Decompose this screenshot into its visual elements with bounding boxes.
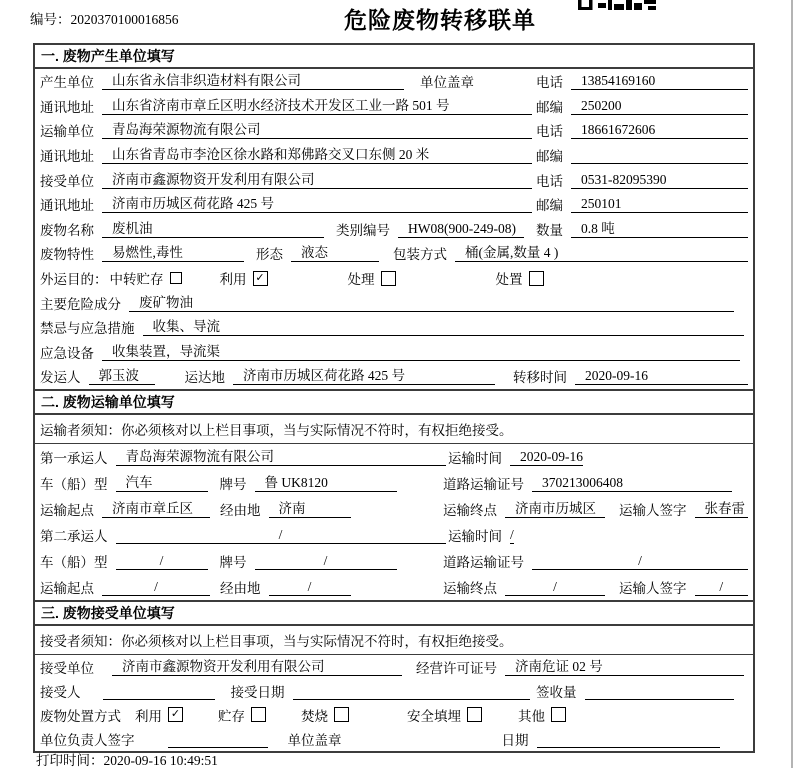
- row-responsible-signature: [35, 727, 753, 751]
- row-first-carrier: [35, 444, 753, 470]
- producer-label: 产生单位: [40, 75, 94, 91]
- print-time: [36, 749, 218, 769]
- disposal-method-label: 废物处置方式: [40, 708, 121, 724]
- print-time-label: 打印时间：: [36, 753, 104, 768]
- row-disposal-method: [35, 703, 753, 727]
- unit-seal-label: 单位盖章: [420, 75, 474, 91]
- row-receiver-address: [35, 192, 753, 217]
- zip-label: 邮编: [536, 149, 563, 165]
- waste-name-value: 废机油: [102, 220, 324, 238]
- date-label: 日期: [501, 732, 529, 748]
- page-title: 危险废物转移联单: [344, 7, 536, 33]
- purpose-option-transfer-storage: [110, 268, 182, 288]
- receiver-zip-value: 250101: [571, 195, 748, 213]
- receiving-unit-label: 接受单位: [40, 660, 94, 676]
- receiver-notice: 接受者须知：你必须核对以上栏目事项，当与实际情况不符时，有权拒绝接受。: [35, 626, 753, 655]
- row-shipper: [35, 364, 753, 389]
- waste-form-value: 液态: [291, 244, 379, 262]
- row-second-carrier: [35, 522, 753, 548]
- equipment-value: 收集装置，导流渠: [102, 343, 740, 361]
- row-vehicle-1: [35, 470, 753, 496]
- disposal-option-other: [518, 705, 566, 725]
- option-label: 焚烧: [301, 708, 328, 724]
- checkbox-icon: [467, 707, 482, 722]
- route-end-value: /: [505, 578, 605, 596]
- address-label: 通讯地址: [40, 198, 94, 214]
- section-producer: [35, 45, 753, 391]
- option-label: 中转贮存: [109, 272, 164, 288]
- purpose-label: 外运目的：: [40, 272, 108, 288]
- option-label: 贮存: [218, 708, 245, 724]
- second-carrier-label: 第二承运人: [40, 528, 108, 544]
- route-end-group: [443, 577, 748, 597]
- receiver-phone-value: 0531-82095390: [571, 171, 748, 189]
- section-producer-header: 一. 废物产生单位填写: [35, 45, 753, 69]
- accept-date-label: 接受日期: [230, 684, 285, 700]
- checkbox-icon: [334, 707, 349, 722]
- road-permit-value: /: [532, 552, 748, 570]
- producer-zip-group: [536, 96, 748, 116]
- transporter-zip-group: [536, 145, 748, 165]
- shipper-label: 发运人: [40, 370, 81, 386]
- second-carrier-value: /: [116, 526, 446, 544]
- transporter-phone-group: [536, 120, 748, 140]
- route-end-label: 运输终点: [443, 580, 497, 596]
- waste-props-value: 易燃性,毒性: [102, 244, 244, 262]
- producer-phone-group: [536, 71, 748, 91]
- row-taboo-measures: [35, 315, 753, 340]
- packing-value: 桶(金属,数量 4 ): [455, 244, 748, 262]
- receipt-qty-group: [536, 681, 748, 701]
- producer-address-value: 山东省济南市章丘区明水经济技术开发区工业一路 501 号: [102, 97, 532, 115]
- row-receiving-unit: [35, 655, 753, 679]
- phone-label: 电话: [536, 124, 563, 140]
- route-end-label: 运输终点: [443, 502, 497, 518]
- plate-value: 鲁 UK8120: [255, 474, 397, 492]
- unit-seal-label: 单位盖章: [287, 732, 342, 748]
- phone-label: 电话: [536, 75, 563, 91]
- date-value: [537, 730, 721, 748]
- transporter-label: 运输单位: [40, 124, 94, 140]
- section-receiver: [35, 602, 753, 751]
- zip-label: 邮编: [536, 99, 563, 115]
- route-start-value: 济南市章丘区: [102, 500, 210, 518]
- road-permit-label: 道路运输证号: [443, 476, 524, 492]
- transfer-time-group: [513, 366, 748, 386]
- checkbox-icon: [381, 271, 396, 286]
- manifest-form: [33, 43, 755, 753]
- option-label: 安全填埋: [407, 708, 461, 724]
- plate-label: 牌号: [219, 476, 247, 492]
- vehicle-type-label: 车（船）型: [40, 476, 108, 492]
- receipt-qty-value: [585, 682, 735, 700]
- phone-label: 电话: [536, 173, 563, 189]
- taboo-value: 收集、导流: [143, 318, 745, 336]
- destination-value: 济南市历城区荷花路 425 号: [233, 367, 495, 385]
- option-label: 利用: [135, 708, 162, 724]
- first-carrier-label: 第一承运人: [40, 450, 108, 466]
- transport-time-group: [448, 525, 748, 545]
- vehicle-type-label: 车（船）型: [40, 554, 108, 570]
- row-transfer-purpose: [35, 266, 753, 291]
- page-edge-line: [791, 0, 793, 768]
- transport-time-label: 运输时间: [448, 528, 502, 544]
- producer-phone-value: 13854169160: [571, 72, 748, 90]
- waste-qty-label: 数量: [536, 222, 563, 238]
- first-carrier-value: 青岛海荣源物流有限公司: [116, 448, 446, 466]
- checkbox-icon: [551, 707, 566, 722]
- carrier-sign-label: 运输人签字: [619, 580, 687, 596]
- transport-time-value: /: [510, 526, 514, 542]
- producer-value: 山东省永信非织造材料有限公司: [102, 72, 404, 90]
- receipt-qty-label: 签收量: [536, 684, 577, 700]
- section-transport-header: 二. 废物运输单位填写: [35, 391, 753, 415]
- doc-number-label: 编号：: [30, 12, 71, 27]
- accept-date-value: [293, 682, 531, 700]
- checkbox-icon: [529, 271, 544, 286]
- license-value: 济南危证 02 号: [505, 658, 744, 676]
- waste-name-label: 废物名称: [40, 222, 94, 238]
- checkbox-checked-icon: ✓: [253, 271, 268, 286]
- route-via-label: 经由地: [220, 502, 261, 518]
- checkbox-checked-icon: ✓: [168, 707, 183, 722]
- plate-label: 牌号: [219, 554, 247, 570]
- section-receiver-header: 三. 废物接受单位填写: [35, 602, 753, 626]
- receiving-unit-value: 济南市鑫源物资开发利用有限公司: [112, 658, 402, 676]
- row-waste-name: [35, 217, 753, 242]
- route-end-group: [443, 499, 748, 519]
- destination-label: 运达地: [184, 370, 225, 386]
- option-label: 处置: [495, 272, 523, 288]
- row-hazard-components: [35, 290, 753, 315]
- receiver-address-value: 济南市历城区荷花路 425 号: [102, 195, 532, 213]
- transport-time-value: 2020-09-16: [510, 448, 583, 466]
- route-start-value: /: [102, 578, 210, 596]
- address-label: 通讯地址: [40, 99, 94, 115]
- purpose-option-dispose: [496, 268, 544, 288]
- acceptor-label: 接受人: [40, 684, 81, 700]
- vehicle-type-value: 汽车: [116, 474, 208, 492]
- checkbox-icon: [170, 272, 182, 284]
- transport-time-label: 运输时间: [448, 450, 502, 466]
- doc-number-value: 2020370100016856: [70, 12, 179, 27]
- carrier-sign-label: 运输人签字: [619, 502, 687, 518]
- address-label: 通讯地址: [40, 149, 94, 165]
- qr-code-fragment: [578, 0, 656, 11]
- option-label: 处理: [347, 272, 375, 288]
- waste-qty-group: [536, 219, 748, 239]
- row-emergency-equipment: [35, 340, 753, 365]
- hazard-value: 废矿物油: [129, 294, 734, 312]
- waste-qty-value: 0.8 吨: [571, 220, 748, 238]
- carrier-sign-value: 张春雷: [695, 500, 749, 518]
- road-permit-label: 道路运输证号: [443, 554, 524, 570]
- transporter-phone-value: 18661672606: [571, 121, 748, 139]
- route-via-label: 经由地: [220, 580, 261, 596]
- print-time-value: 2020-09-16 10:49:51: [103, 753, 218, 768]
- disposal-option-utilize: [135, 705, 183, 725]
- taboo-label: 禁忌与应急措施: [40, 321, 135, 337]
- disposal-option-landfill: [407, 705, 482, 725]
- route-via-value: 济南: [269, 500, 351, 518]
- waste-code-label: 类别编号: [336, 222, 390, 238]
- purpose-option-utilize: [220, 268, 268, 288]
- disposal-option-store: [218, 705, 266, 725]
- receiver-value: 济南市鑫源物资开发利用有限公司: [102, 171, 532, 189]
- row-vehicle-2: [35, 548, 753, 574]
- row-receiver: [35, 167, 753, 192]
- receiver-label: 接受单位: [40, 173, 94, 189]
- purpose-option-treat: [348, 268, 396, 288]
- plate-value: /: [255, 552, 397, 570]
- route-end-value: 济南市历城区: [505, 500, 605, 518]
- section-transport: [35, 391, 753, 602]
- road-permit-group: [443, 473, 748, 493]
- disposal-option-incinerate: [301, 705, 349, 725]
- equipment-label: 应急设备: [40, 345, 94, 361]
- transfer-time-label: 转移时间: [513, 370, 567, 386]
- route-start-label: 运输起点: [40, 502, 94, 518]
- row-route-1: [35, 496, 753, 522]
- waste-code-value: HW08(900-249-08): [398, 220, 524, 238]
- option-label: 其他: [518, 708, 545, 724]
- row-acceptor: [35, 679, 753, 703]
- waste-form-label: 形态: [256, 247, 283, 263]
- row-transporter: [35, 118, 753, 143]
- row-waste-properties: [35, 241, 753, 266]
- license-label: 经营许可证号: [416, 660, 497, 676]
- transport-notice: 运输者须知：你必须核对以上栏目事项，当与实际情况不符时，有权拒绝接受。: [35, 415, 753, 444]
- transporter-zip-value: [571, 146, 748, 164]
- transfer-time-value: 2020-09-16: [575, 367, 748, 385]
- row-producer-address: [35, 94, 753, 119]
- row-route-2: [35, 574, 753, 600]
- transporter-address-value: 山东省青岛市李沧区徐水路和郑佛路交叉口东侧 20 米: [102, 146, 532, 164]
- receiver-zip-group: [536, 194, 748, 214]
- packing-label: 包装方式: [393, 247, 447, 263]
- acceptor-value: [103, 682, 215, 700]
- responsible-sign-label: 单位负责人签字: [40, 732, 135, 748]
- option-label: 利用: [219, 272, 247, 288]
- road-permit-group: [443, 551, 748, 571]
- route-start-label: 运输起点: [40, 580, 94, 596]
- responsible-sign-value: [168, 730, 268, 748]
- receiver-phone-group: [536, 170, 748, 190]
- shipper-value: 郭玉波: [89, 367, 155, 385]
- route-via-value: /: [269, 578, 351, 596]
- road-permit-value: 370213006408: [532, 474, 732, 492]
- row-producer: [35, 69, 753, 94]
- waste-props-label: 废物特性: [40, 247, 94, 263]
- zip-label: 邮编: [536, 198, 563, 214]
- vehicle-type-value: /: [116, 552, 208, 570]
- transport-time-group: [448, 447, 748, 467]
- row-transporter-address: [35, 143, 753, 168]
- hazard-label: 主要危险成分: [40, 296, 121, 312]
- carrier-sign-value: /: [695, 578, 749, 596]
- transporter-value: 青岛海荣源物流有限公司: [102, 121, 532, 139]
- producer-zip-value: 250200: [571, 97, 748, 115]
- checkbox-icon: [251, 707, 266, 722]
